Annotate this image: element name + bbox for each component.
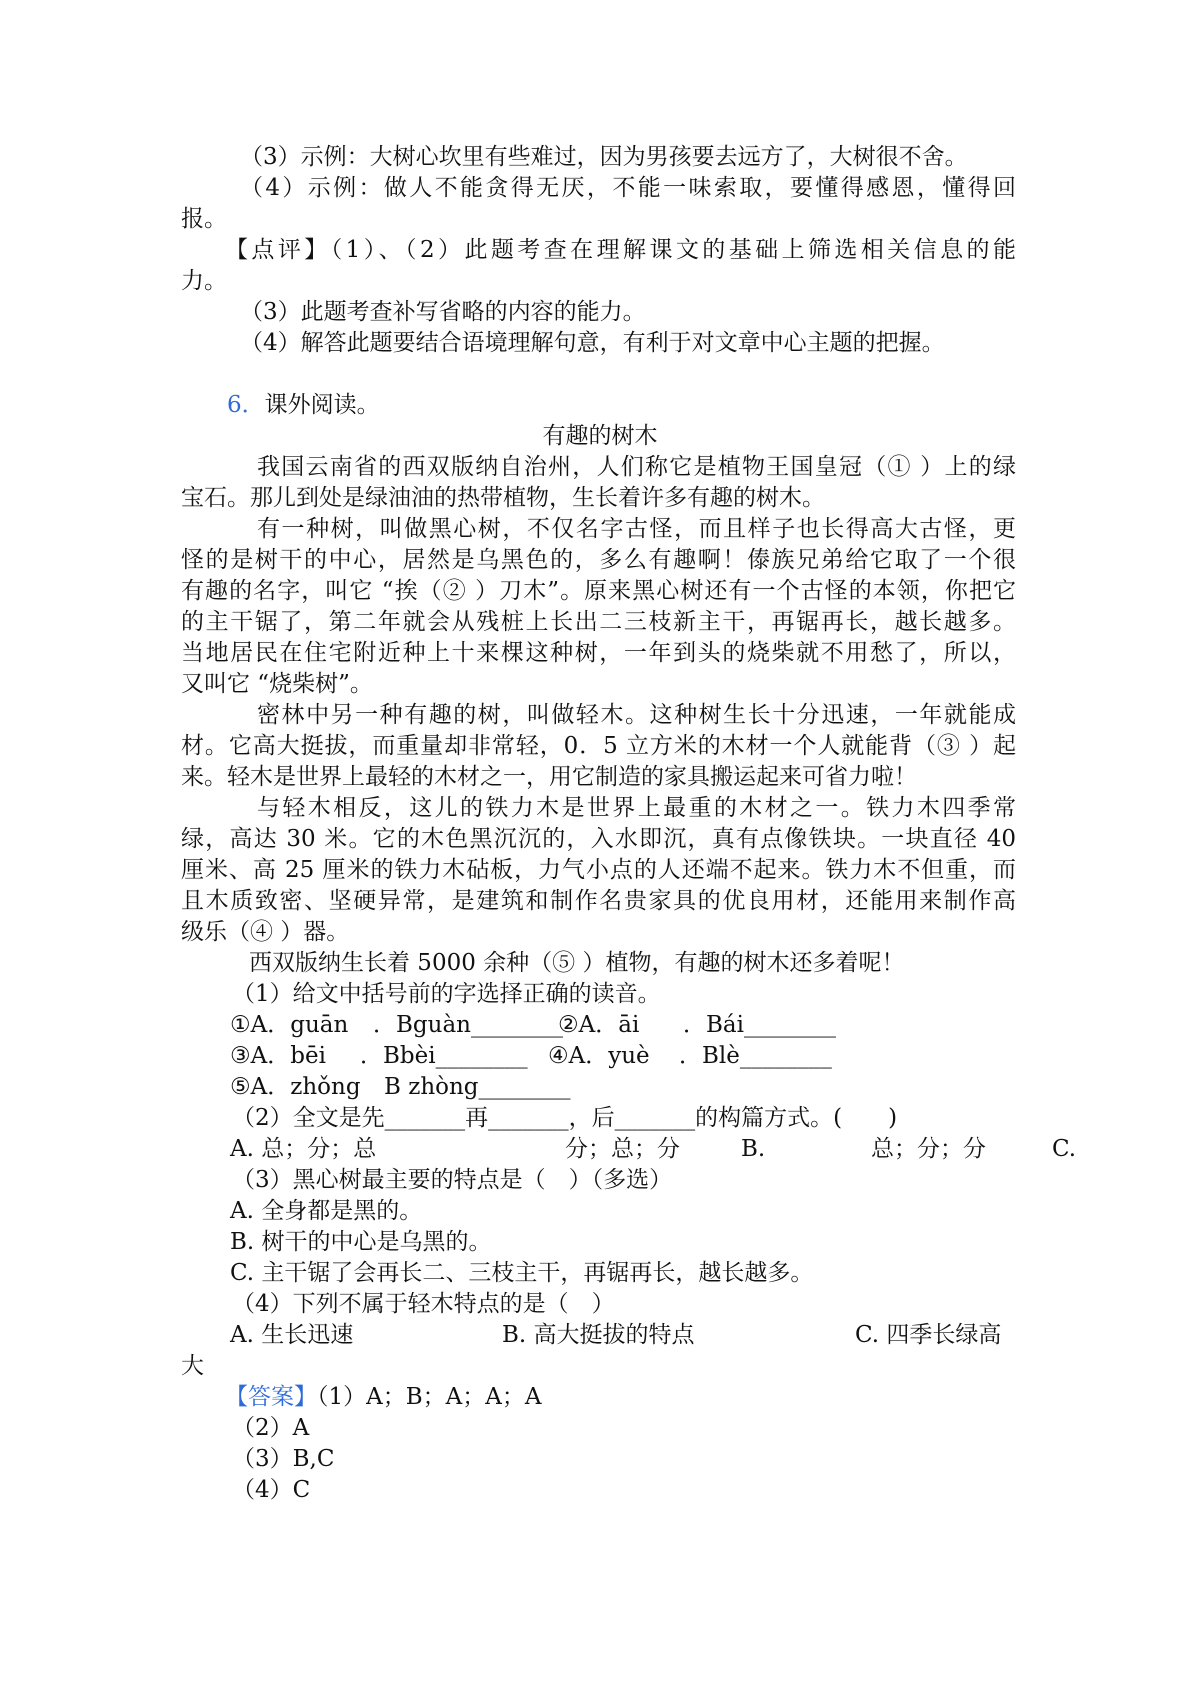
answer-label: 【答案】 <box>225 1384 317 1410</box>
answer-3: （3）B,C <box>232 1446 335 1472</box>
option-a: A. 全身都是黑的。 <box>230 1198 423 1224</box>
comment-line: 力。 <box>181 268 227 294</box>
option-label: ④A．yuè <box>548 1043 650 1069</box>
passage-line: 又叫它 “烧柴树”。 <box>181 671 373 697</box>
option-c: C. 主干锯了会再长二、三枝主干，再锯再长，越长越多。 <box>230 1260 814 1286</box>
answer-line <box>225 1382 1016 1413</box>
option-label: ．Blè________ <box>679 1043 832 1069</box>
subquestion-3-prompt: （3）黑心树最主要的特点是（ ）（多选） <box>232 1167 673 1193</box>
option-b: B. <box>741 1136 766 1162</box>
option-c-wrap: 大 <box>181 1353 204 1379</box>
option-label: ①A．guān <box>230 1012 349 1038</box>
passage-line: 有一种树，叫做黑心树，不仅名字古怪，而且样子也长得高大古怪，更 <box>257 516 1016 542</box>
option-label: ⑤A．zhǒng <box>230 1074 361 1100</box>
passage-line: 怪的是树干的中心，居然是乌黑色的，多么有趣啊！傣族兄弟给它取了一个很 <box>181 547 1016 573</box>
option-a: A. 总；分；总 <box>230 1136 377 1162</box>
answer-4: （4）C <box>232 1477 311 1503</box>
option-row <box>0 1134 1191 1165</box>
comment-line: （3）此题考查补写省略的内容的能力。 <box>240 299 646 325</box>
answer-line: （4）示例：做人不能贪得无厌，不能一味索取，要懂得感恩，懂得回 <box>240 175 1016 201</box>
option-row <box>0 1010 1191 1041</box>
option-a: A. 生长迅速 <box>230 1322 354 1348</box>
question-title: 课外阅读。 <box>264 392 380 418</box>
option-label: ②A．āi <box>558 1012 640 1038</box>
comment-line: （4）解答此题要结合语境理解句意，有利于对文章中心主题的把握。 <box>240 330 945 356</box>
passage-line: 有趣的名字，叫它 “挨（② ）刀木”。原来黑心树还有一个古怪的本领，你把它 <box>181 578 1016 604</box>
passage-line: 当地居民在住宅附近种上十来棵这种树，一年到头的烧柴就不用愁了，所以， <box>181 640 1016 666</box>
passage-line: 绿，高达 30 米。它的木色黑沉沉的，入水即沉，真有点像铁块。一块直径 40 <box>181 826 1016 852</box>
answer-line: 报。 <box>181 206 227 232</box>
answer-1: （1）A；B；A；A；A <box>317 1384 542 1410</box>
option-row <box>0 1041 1191 1072</box>
option-row <box>0 1320 1191 1351</box>
passage-line: 我国云南省的西双版纳自治州，人们称它是植物王国皇冠（① ）上的绿 <box>257 454 1016 480</box>
subquestion-1-prompt: （1）给文中括号前的字选择正确的读音。 <box>232 981 661 1007</box>
passage-line: 材。它高大挺拔，而重量却非常轻，0．5 立方米的木材一个人就能背（③ ）起 <box>181 733 1016 759</box>
option-b: B. 高大挺拔的特点 <box>502 1322 695 1348</box>
passage-line: 且木质致密、坚硬异常，是建筑和制作名贵家具的优良用材，还能用来制作高 <box>181 888 1016 914</box>
option-b-continued: 总；分；分 <box>871 1136 986 1162</box>
option-c: C. 四季长绿高 <box>855 1322 1002 1348</box>
answer-line: （3）示例：大树心坎里有些难过，因为男孩要去远方了，大树很不舍。 <box>240 144 968 170</box>
passage-line: 厘米、高 25 厘米的铁力木砧板，力气小点的人还端不起来。铁力木不但重，而 <box>181 857 1016 883</box>
option-label: B zhòng________ <box>384 1074 571 1100</box>
comment-line: 【点评】（1）、（2）此题考查在理解课文的基础上筛选相关信息的能 <box>225 237 1016 263</box>
option-b: B. 树干的中心是乌黑的。 <box>230 1229 492 1255</box>
subquestion-2-prompt: （2）全文是先_______再_______，后_______的构篇方式。( ) <box>232 1105 898 1131</box>
passage-line: 密林中另一种有趣的树，叫做轻木。这种树生长十分迅速，一年就能成 <box>257 702 1016 728</box>
passage-line: 宝石。那儿到处是绿油油的热带植物，生长着许多有趣的树木。 <box>181 485 825 511</box>
passage-line: 西双版纳生长着 5000 余种（⑤ ）植物，有趣的树木还多着呢！ <box>249 950 905 976</box>
option-label: ．Bguàn________ <box>373 1012 563 1038</box>
question-number: 6． <box>227 392 265 418</box>
option-label: ③A．bēi <box>230 1043 326 1069</box>
passage-line: 与轻木相反，这儿的铁力木是世界上最重的木材之一。铁力木四季常 <box>257 795 1016 821</box>
option-c: C. <box>1052 1136 1077 1162</box>
option-a-continued: 分；总；分 <box>565 1136 680 1162</box>
passage-title: 有趣的树木 <box>542 423 658 449</box>
passage-line: 来。轻木是世界上最轻的木材之一，用它制造的家具搬运起来可省力啦！ <box>181 764 917 790</box>
question-heading <box>227 390 627 421</box>
option-label: ．Bái________ <box>683 1012 836 1038</box>
option-label: ．Bbèi________ <box>360 1043 528 1069</box>
option-row <box>0 1072 1191 1103</box>
passage-line: 级乐（④ ）器。 <box>181 919 350 945</box>
answer-2: （2）A <box>232 1415 310 1441</box>
subquestion-4-prompt: （4）下列不属于轻木特点的是（ ） <box>232 1291 615 1317</box>
passage-line: 的主干锯了，第二年就会从残桩上长出二三枝新主干，再锯再长，越长越多。 <box>181 609 1016 635</box>
